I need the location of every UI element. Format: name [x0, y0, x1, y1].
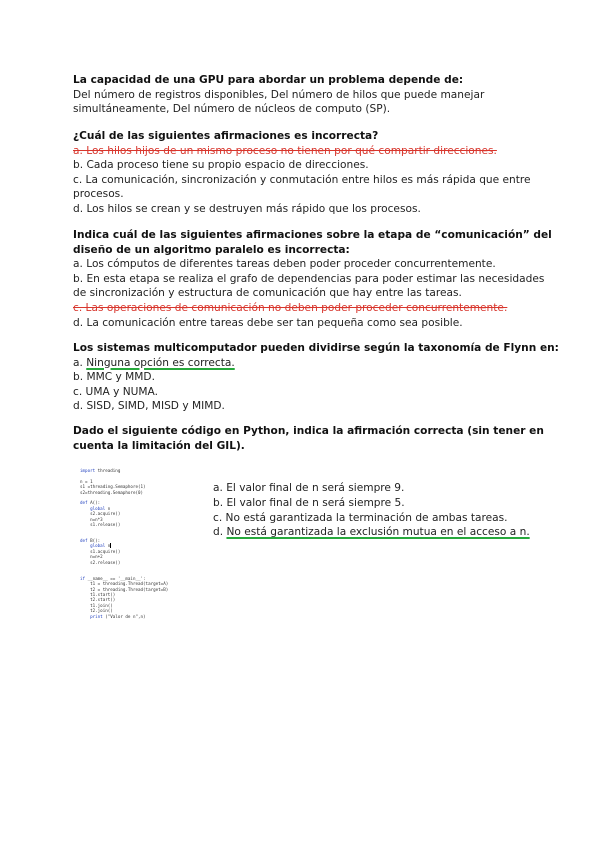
question-1-title: La capacidad de una GPU para abordar un problema depende de: — [73, 74, 464, 86]
text-cursor — [110, 543, 111, 548]
question-5-option-d-text: No está garantizada la exclusión mutua en el acceso a n. — [226, 526, 530, 539]
question-5-option-b: b. El valor final de n será siempre 5. — [213, 496, 405, 509]
question-5-option-d — [213, 525, 553, 540]
code-line: s2.release() — [80, 559, 121, 565]
question-1-answer-line-1: Del número de registros disponibles, Del número de hilos que puede manejar — [73, 88, 485, 101]
code-line: s1.release() — [80, 521, 121, 527]
code-line: t2.start() — [80, 597, 116, 603]
code-line: n = 1 — [80, 478, 93, 484]
question-4 — [73, 341, 559, 414]
question-2-title: ¿Cuál de las siguientes afirmaciones es incorrecta? — [73, 130, 379, 142]
question-3-option-d: d. La comunicación entre tareas debe ser tan pequeña como sea posible. — [73, 316, 463, 329]
code-line: t1 = threading.Thread(target=A) — [80, 581, 169, 587]
question-5-option-a: a. El valor final de n será siempre 9. — [213, 482, 405, 494]
code-line: t1.join() — [80, 602, 113, 608]
question-2-option-c: c. La comunicación, sincronización y conmutación entre hilos es más rápida que entre — [73, 173, 531, 186]
question-2-option-c-cont: procesos. — [73, 188, 124, 201]
question-1-answer-line-2: simultáneamente, Del número de núcleos de computo (SP). — [73, 103, 391, 116]
code-line: if __name__ == '__main__': — [80, 575, 146, 581]
question-4-option-a — [73, 356, 523, 371]
question-5-option-c: c. No está garantizada la terminación de ambas tareas. — [213, 511, 508, 524]
code-line: n=n+2 — [80, 554, 103, 560]
question-2-option-d: d. Los hilos se crean y se destruyen más rápido que los procesos. — [73, 202, 421, 215]
code-line: print ("Valor de n",n) — [90, 613, 146, 619]
question-4-option-c: c. UMA y NUMA. — [73, 385, 158, 398]
code-line: t1.start() — [80, 591, 116, 597]
code-line: def B(): — [80, 538, 101, 544]
code-line: s2=threading.Semaphore(0) — [80, 489, 144, 495]
code-line: s1.acquire() — [80, 548, 121, 554]
question-3-option-a: a. Los cómputos de diferentes tareas deben poder proceder concurrentemente. — [73, 258, 496, 271]
code-line: s2.acquire() — [80, 511, 121, 517]
question-2-option-a: a. Los hilos hijos de un mismo proceso no tienen por qué compartir direcciones. — [73, 144, 497, 157]
code-line: def A(): — [80, 500, 101, 506]
question-2-option-b: b. Cada proceso tiene su propio espacio de direcciones. — [73, 159, 369, 172]
question-3-option-c: c. Las operaciones de comunicación no deben poder proceder concurrentemente. — [73, 301, 508, 314]
question-5-title: Dado el siguiente código en Python, indica la afirmación correcta (sin tener en — [73, 425, 544, 437]
question-4-option-a-text: Ninguna opción es correcta. — [86, 356, 235, 369]
question-3-title: Indica cuál de las siguientes afirmaciones sobre la etapa de “comunicación” del — [73, 229, 552, 241]
question-1 — [73, 73, 523, 117]
question-3-option-b: b. En esta etapa se realiza el grafo de dependencias para poder estimar las necesidades — [73, 272, 545, 285]
question-4-title: Los sistemas multicomputador pueden dividirse según la taxonomía de Flynn en: — [73, 342, 559, 354]
code-line: s1 =threading.Semaphore(1) — [80, 484, 146, 490]
question-3 — [73, 228, 552, 330]
code-line: t2 = threading.Thread(target=B) — [80, 586, 169, 592]
question-4-option-a-prefix: a. — [73, 356, 87, 369]
question-5-options — [213, 481, 553, 540]
code-line: global n — [90, 505, 111, 511]
question-5-title-cont: cuenta la limitación del GIL). — [73, 439, 245, 452]
code-line: t2.join() — [80, 608, 113, 614]
question-5-option-d-prefix: d. — [213, 526, 227, 539]
question-2 — [73, 129, 531, 217]
question-4-option-d: d. SISD, SIMD, MISD y MIMD. — [73, 400, 225, 413]
question-3-title-cont: diseño de un algoritmo paralelo es incorrecta: — [73, 243, 350, 256]
code-line: import threading — [80, 468, 121, 473]
code-line: global n — [90, 543, 111, 549]
code-line: n=n*3 — [80, 516, 103, 522]
question-3-option-b-cont: de sincronización y estructura de comunicación que hay entre las tareas. — [73, 287, 462, 300]
question-4-option-b: b. MMC y MMD. — [73, 371, 155, 384]
question-5 — [73, 424, 544, 453]
python-code-image — [80, 468, 186, 668]
